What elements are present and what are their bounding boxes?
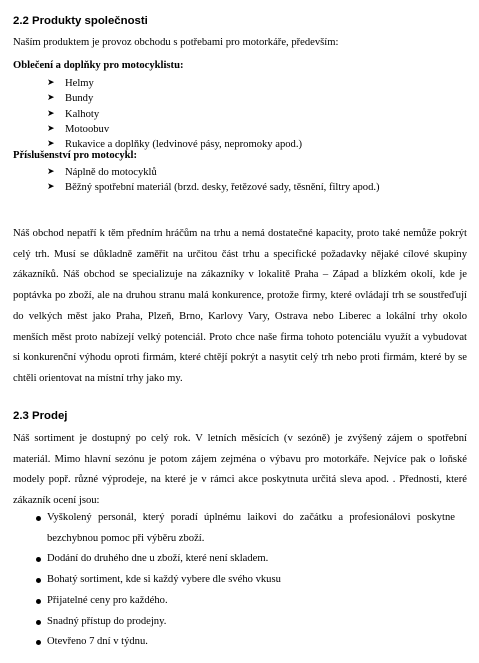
accessories-list: [13, 165, 473, 196]
list-item: ➤ Helmy: [13, 76, 473, 91]
bullet-dot-icon: [36, 557, 41, 562]
list-item: Otevřeno 7 dní v týdnu.: [0, 632, 467, 653]
bullet-dot-icon: [36, 620, 41, 625]
market-paragraph: Náš obchod nepatří k těm předním hráčům na trhu a nemá dostatečné kapacity, proto také nemůže pokrýt celý trh. Musí se důkladně zaměřit na určitou část trhu a specifické požadavky nějaké cílové skupiny zákazníků. Náš obchod se specializuje na zákazníky v lokalitě Praha – Západ a blízkém okolí, kde je poptávka po zboží, ale na druhou stranu malá konkurence, protože firmy, které ovládají trh se soustřeďují do velkých měst jako Praha, Plzeň, Brno, Karlovy Vary, Ostrava nebo Liberec a lokální trhy okolo menších měst proto nabízejí velký potenciál. Proto chce naše firma tohoto potenciálu využít a vybudovat si konkurenční výhodu oproti firmám, které chtějí pokrýt a nasytit celý trh nebo proti firmám, které by se chtěli orientovat na místní trhy jako my.: [13, 228, 467, 384]
arrow-bullet-icon: ➤: [47, 108, 55, 119]
list-item: ➤ Motoobuv: [13, 122, 473, 137]
arrow-bullet-icon: ➤: [47, 139, 55, 150]
list-item: Dodání do druhého dne u zboží, které není skladem.: [0, 549, 467, 570]
list-item: ➤ Náplně do motocyklů: [13, 165, 473, 180]
list-item: Bohatý sortiment, kde si každý vybere dle svého vkusu: [0, 570, 467, 591]
list-item: ➤ Běžný spotřební materiál (brzd. desky, řetězové sady, těsnění, filtry apod.): [13, 180, 473, 195]
bullet-dot-icon: [36, 640, 41, 645]
arrow-bullet-icon: ➤: [47, 182, 55, 193]
arrow-bullet-icon: ➤: [47, 167, 55, 177]
sales-paragraph: Náš sortiment je dostupný po celý rok. V letních měsících (v sezóně) je zvýšený zájem o spotřební materiál. Mimo hlavní sezónu je potom zájem zejména o výbavu pro motorkáře. Nejvíce pak o loňské modely popř. různé výprodeje, na které je v rámci akce poskytnuta určitá sleva apod. . Přednosti, které zákazník ocení jsou:: [13, 433, 467, 507]
arrow-bullet-icon: ➤: [47, 123, 55, 134]
list-item: ➤ Kalhoty: [13, 107, 473, 122]
bullet-dot-icon: [36, 599, 41, 604]
list-item: Přijatelné ceny pro každého.: [0, 591, 467, 612]
list-item: ➤ Rukavice a doplňky (ledvinové pásy, nepromoky apod.): [13, 137, 473, 152]
section-heading-products: 2.2 Produkty společnosti: [13, 15, 148, 27]
section-heading-sales: 2.3 Prodej: [13, 410, 68, 422]
arrow-bullet-icon: ➤: [47, 93, 55, 104]
arrow-bullet-icon: ➤: [47, 78, 55, 88]
clothing-list: [13, 76, 473, 152]
accessories-group-title: Příslušenství pro motocykl:: [13, 150, 137, 161]
list-item: ➤ Bundy: [13, 91, 473, 106]
clothing-group-title: Oblečení a doplňky pro motocyklistu:: [13, 60, 184, 71]
bullet-dot-icon: [36, 578, 41, 583]
advantages-list: [0, 508, 467, 653]
bullet-dot-icon: [36, 516, 41, 521]
products-intro: Naším produktem je provoz obchodu s potřebami pro motorkáře, především:: [13, 37, 339, 48]
list-item: Vyškolený personál, který poradí úplnému laikovi do začátku a profesionálovi poskytne bezchybnou pomoc při výběru zboží.: [0, 508, 467, 549]
list-item: Snadný přístup do prodejny.: [0, 612, 467, 633]
